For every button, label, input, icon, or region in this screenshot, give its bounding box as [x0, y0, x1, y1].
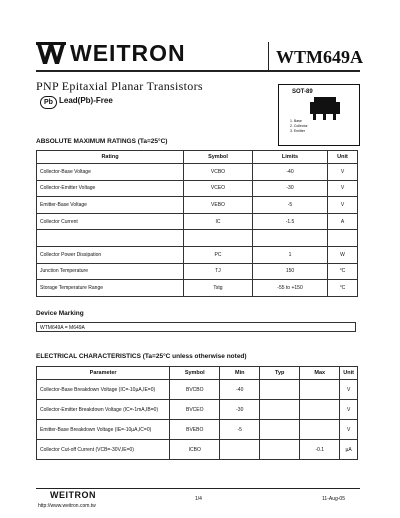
parameter-cell: Collector Cut-off Current (VCB=-30V,IE=0)	[37, 440, 170, 460]
max-cell	[300, 400, 340, 420]
rating-cell: Emitter-Base Voltage	[37, 197, 184, 214]
col-rating: Rating	[37, 151, 184, 164]
device-marking-value: WTM649A = M649A	[36, 322, 356, 332]
part-number: WTM649A	[276, 47, 363, 67]
unit-cell: V	[328, 180, 358, 197]
table-row	[37, 213, 358, 230]
table-header-row	[37, 367, 358, 380]
symbol-cell: TJ	[184, 263, 253, 280]
abs-max-table	[36, 150, 358, 297]
footer-url: http://www.weitron.com.tw	[38, 503, 96, 509]
table-row	[37, 197, 358, 214]
col-limits: Limits	[253, 151, 328, 164]
symbol-cell: Tstg	[184, 280, 253, 297]
table-row	[37, 230, 358, 247]
unit-cell: °C	[328, 263, 358, 280]
footer-brand: WEITRON	[50, 490, 96, 500]
parameter-cell: Collector-Base Breakdown Voltage (IC=-10µA,IE=0)	[37, 380, 170, 400]
unit-cell: W	[328, 246, 358, 263]
unit-cell: °C	[328, 280, 358, 297]
package-pin-notes	[290, 119, 308, 134]
typ-cell	[260, 420, 300, 440]
min-cell: -40	[220, 380, 260, 400]
table-row	[37, 164, 358, 181]
electrical-table	[36, 366, 358, 460]
min-cell: -30	[220, 400, 260, 420]
limit-cell: -1.5	[253, 213, 328, 230]
min-cell	[220, 440, 260, 460]
table-row	[37, 380, 358, 400]
symbol-cell: VCBO	[184, 164, 253, 181]
col-symbol: Symbol	[170, 367, 220, 380]
electrical-title: ELECTRICAL CHARACTERISTICS (Ta=25°C unless otherwise noted)	[36, 353, 247, 360]
footer-rule	[36, 488, 360, 489]
limit-cell: -40	[253, 164, 328, 181]
header-rule	[36, 70, 360, 72]
sot89-package-icon	[304, 96, 350, 122]
table-row	[37, 400, 358, 420]
pin-note: 3. Emitter	[290, 129, 305, 133]
col-unit: Unit	[328, 151, 358, 164]
symbol-cell: VCEO	[184, 180, 253, 197]
unit-cell	[328, 230, 358, 247]
rating-cell: Collector-Base Voltage	[37, 164, 184, 181]
footer-date: 11-Aug-05	[322, 496, 345, 502]
device-marking-title: Device Marking	[36, 310, 84, 317]
document-title: PNP Epitaxial Planar Transistors	[36, 79, 203, 93]
symbol-cell	[184, 230, 253, 247]
symbol-cell: ICBO	[170, 440, 220, 460]
limit-cell: 1	[253, 246, 328, 263]
page-number: 1/4	[195, 496, 202, 502]
table-row	[37, 246, 358, 263]
table-row	[37, 440, 358, 460]
symbol-cell: IC	[184, 213, 253, 230]
col-symbol: Symbol	[184, 151, 253, 164]
col-typ: Typ	[260, 367, 300, 380]
col-parameter: Parameter	[37, 367, 170, 380]
unit-cell: V	[340, 420, 358, 440]
col-unit: Unit	[340, 367, 358, 380]
table-row	[37, 280, 358, 297]
unit-cell: A	[328, 213, 358, 230]
pin-note: 2. Collector	[290, 124, 308, 128]
symbol-cell: BVEBO	[170, 420, 220, 440]
part-number-rule	[268, 42, 269, 70]
rating-cell: Junction Temperature	[37, 263, 184, 280]
limit-cell	[253, 230, 328, 247]
col-max: Max	[300, 367, 340, 380]
brand-name: WEITRON	[70, 40, 186, 66]
rating-cell: Storage Temperature Range	[37, 280, 184, 297]
table-row	[37, 420, 358, 440]
lead-free-label: Lead(Pb)-Free	[59, 96, 113, 105]
limit-cell: -30	[253, 180, 328, 197]
typ-cell	[260, 380, 300, 400]
symbol-cell: PC	[184, 246, 253, 263]
limit-cell: -5	[253, 197, 328, 214]
unit-cell: V	[340, 380, 358, 400]
unit-cell: V	[340, 400, 358, 420]
typ-cell	[260, 400, 300, 420]
rating-cell: Collector Current	[37, 213, 184, 230]
unit-cell: V	[328, 197, 358, 214]
min-cell: -5	[220, 420, 260, 440]
abs-max-title: ABSOLUTE MAXIMUM RATINGS (Ta=25°C)	[36, 138, 168, 145]
parameter-cell: Emitter-Base Breakdown Voltage (IE=-10µA,IC=0)	[37, 420, 170, 440]
parameter-cell: Collector-Emitter Breakdown Voltage (IC=-1mA,IB=0)	[37, 400, 170, 420]
max-cell	[300, 420, 340, 440]
max-cell	[300, 380, 340, 400]
unit-cell: µA	[340, 440, 358, 460]
symbol-cell: BVCEO	[170, 400, 220, 420]
rating-cell	[37, 230, 184, 247]
col-min: Min	[220, 367, 260, 380]
table-row	[37, 263, 358, 280]
limit-cell: -55 to +150	[253, 280, 328, 297]
unit-cell: V	[328, 164, 358, 181]
table-row	[37, 180, 358, 197]
pin-note: 1. Base	[290, 119, 302, 123]
symbol-cell: VEBO	[184, 197, 253, 214]
pb-free-badge: Pb	[40, 96, 57, 109]
typ-cell	[260, 440, 300, 460]
max-cell: -0.1	[300, 440, 340, 460]
rating-cell: Collector Power Dissipation	[37, 246, 184, 263]
rating-cell: Collector-Emitter Voltage	[37, 180, 184, 197]
package-label: SOT-89	[292, 89, 313, 95]
limit-cell: 150	[253, 263, 328, 280]
symbol-cell: BVCBO	[170, 380, 220, 400]
weitron-logo-icon	[36, 42, 66, 66]
table-header-row	[37, 151, 358, 164]
